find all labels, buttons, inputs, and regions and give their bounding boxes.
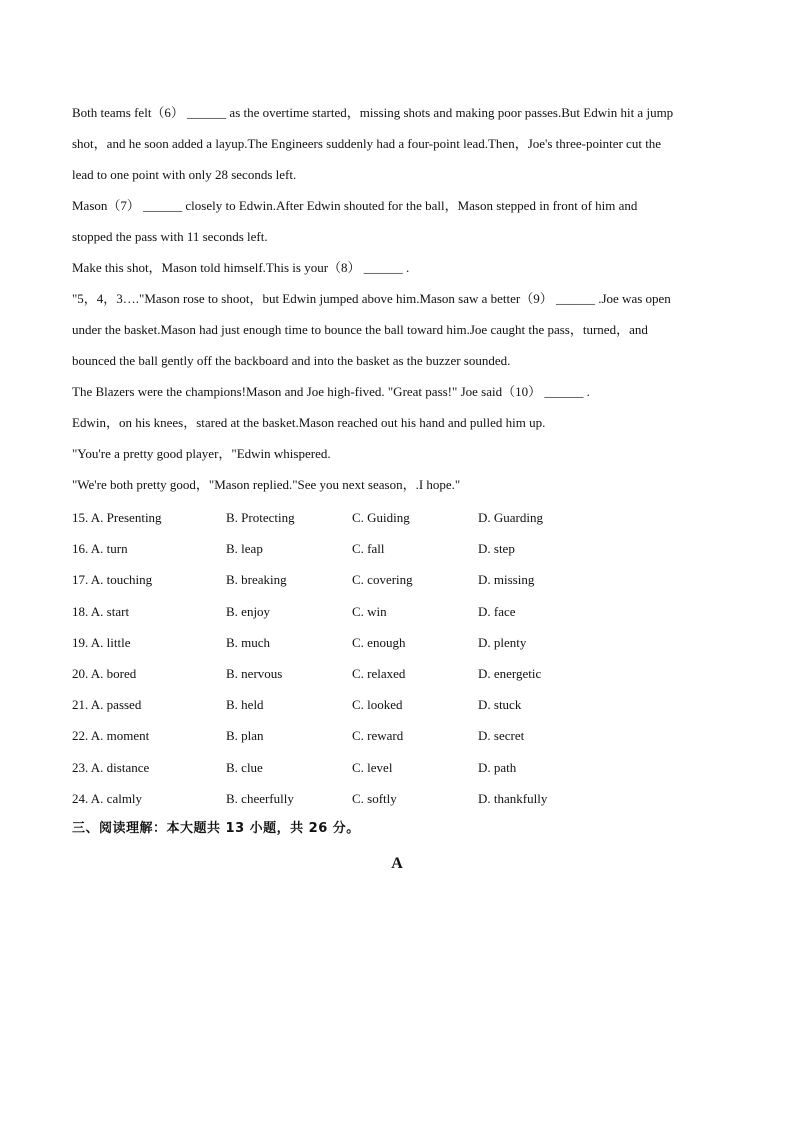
- option-b: B. nervous: [226, 665, 283, 681]
- question-row: [72, 783, 732, 814]
- option-d: D. missing: [478, 572, 535, 588]
- option-c: C. covering: [352, 572, 413, 588]
- option-a: 16. A. turn: [72, 541, 128, 557]
- option-d: D. face: [478, 603, 516, 619]
- option-a: 20. A. bored: [72, 665, 137, 681]
- question-row: [72, 720, 732, 751]
- passage-line: bounced the ball gently off the backboard and into the basket as the buzzer sounded.: [72, 353, 511, 368]
- passage-line: lead to one point with only 28 seconds left.: [72, 167, 297, 182]
- option-c: C. fall: [352, 541, 385, 557]
- option-c: C. Guiding: [352, 510, 410, 525]
- passage-text: [72, 97, 732, 500]
- option-c: C. relaxed: [352, 665, 406, 681]
- option-d: D. thankfully: [478, 790, 548, 806]
- question-row: [72, 627, 732, 658]
- option-b: B. cheerfully: [226, 790, 294, 806]
- option-d: D. Guarding: [478, 510, 543, 525]
- option-d: D. step: [478, 541, 515, 557]
- option-b: B. held: [226, 697, 264, 713]
- option-c: C. looked: [352, 697, 403, 713]
- option-b: B. much: [226, 634, 271, 650]
- option-a: 21. A. passed: [72, 697, 142, 713]
- option-b: B. clue: [226, 759, 263, 775]
- option-c: C. win: [352, 603, 387, 619]
- option-b: B. Protecting: [226, 510, 295, 525]
- passage-line: The Blazers were the champions!Mason and Joe high-fived. "Great pass!" Joe said（10） ______ .: [72, 384, 590, 399]
- passage-line: "We're both pretty good，"Mason replied."See you next season，.I hope.": [72, 477, 461, 492]
- option-d: D. stuck: [478, 697, 522, 713]
- option-b: B. leap: [226, 541, 263, 557]
- passage-line: shot，and he soon added a layup.The Engineers suddenly had a four-point lead.Then，Joe's three-pointer cut the: [72, 136, 662, 151]
- question-row: [72, 533, 732, 564]
- passage-line: stopped the pass with 11 seconds left.: [72, 229, 268, 244]
- option-b: B. enjoy: [226, 603, 271, 619]
- option-a: 24. A. calmly: [72, 790, 143, 806]
- option-c: C. enough: [352, 634, 406, 650]
- answer-options: [72, 502, 732, 814]
- section-heading: 三、阅读理解：本大题共 13 小题，共 26 分。: [72, 821, 360, 836]
- passage-line: Edwin，on his knees，stared at the basket.Mason reached out his hand and pulled him up.: [72, 415, 546, 430]
- option-d: D. secret: [478, 728, 525, 744]
- question-row: [72, 658, 732, 689]
- option-d: D. plenty: [478, 634, 527, 650]
- question-row: [72, 689, 732, 720]
- option-c: C. softly: [352, 790, 397, 806]
- option-c: C. reward: [352, 728, 404, 744]
- option-a: 23. A. distance: [72, 759, 150, 775]
- question-row: [72, 564, 732, 595]
- passage-line: under the basket.Mason had just enough time to bounce the ball toward him.Joe caught the pass，turned，and: [72, 322, 648, 337]
- option-d: D. energetic: [478, 665, 542, 681]
- question-row: [72, 596, 732, 627]
- option-a: 22. A. moment: [72, 728, 150, 744]
- passage-line: Mason（7） ______ closely to Edwin.After Edwin shouted for the ball，Mason stepped in front of him and: [72, 198, 638, 213]
- option-b: B. plan: [226, 728, 264, 744]
- option-c: C. level: [352, 759, 393, 775]
- option-a: 15. A. Presenting: [72, 510, 162, 525]
- passage-letter: A: [391, 855, 403, 872]
- option-a: 19. A. little: [72, 634, 131, 650]
- option-a: 18. A. start: [72, 603, 130, 619]
- option-a: 17. A. touching: [72, 572, 153, 588]
- passage-line: "You're a pretty good player，"Edwin whispered.: [72, 446, 331, 461]
- passage-line: "5，4，3…."Mason rose to shoot，but Edwin jumped above him.Mason saw a better（9） ______ .Joe was open: [72, 291, 671, 306]
- option-b: B. breaking: [226, 572, 287, 588]
- option-d: D. path: [478, 759, 517, 775]
- passage-line: Make this shot，Mason told himself.This is your（8） ______ .: [72, 260, 410, 275]
- question-row: [72, 752, 732, 783]
- question-row: [72, 502, 732, 533]
- passage-line: Both teams felt（6） ______ as the overtime started，missing shots and making poor passes.But Edwin hit a jump: [72, 105, 674, 120]
